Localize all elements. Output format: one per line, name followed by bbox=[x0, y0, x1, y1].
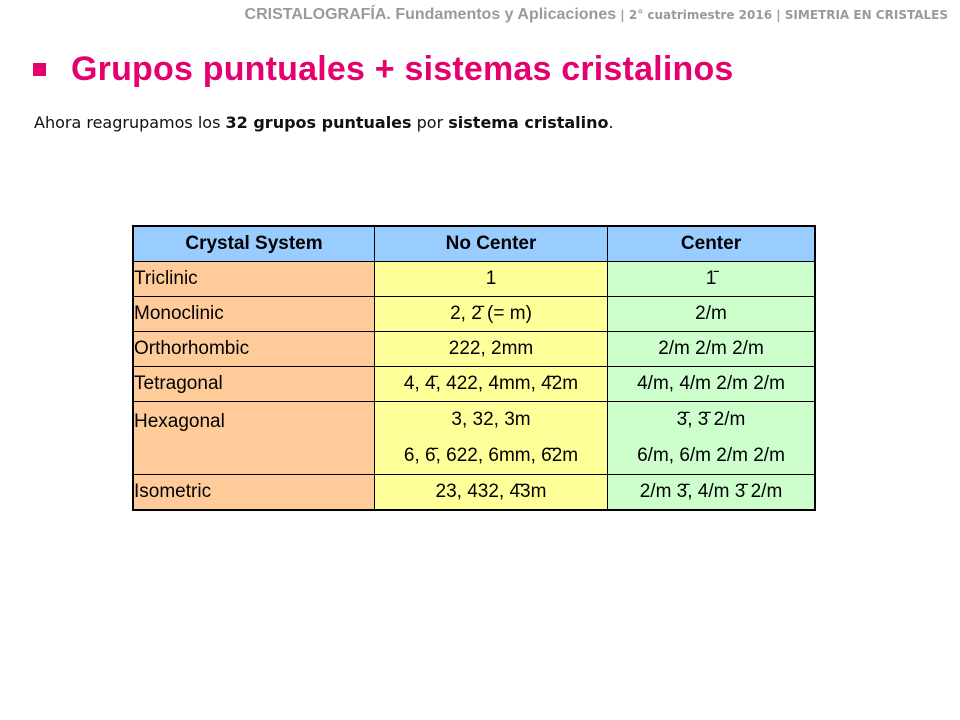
no-center-cell: 4, 4̄, 422, 4mm, 4̄2m bbox=[375, 367, 608, 402]
slide-title: Grupos puntuales + sistemas cristalinos bbox=[71, 50, 734, 88]
course-title: CRISTALOGRAFÍA. Fundamentos y Aplicaciones bbox=[244, 6, 617, 23]
system-cell: Monoclinic bbox=[133, 297, 375, 332]
system-cell: Tetragonal bbox=[133, 367, 375, 402]
no-center-line: 3, 32, 3m bbox=[451, 409, 531, 430]
system-cell: Triclinic bbox=[133, 262, 375, 297]
intro-text-part: Ahora reagrupamos los bbox=[34, 113, 226, 132]
table-row bbox=[133, 262, 815, 297]
no-center-cell: 1 bbox=[375, 262, 608, 297]
center-cell: 2/m bbox=[608, 297, 816, 332]
crystal-systems-table bbox=[132, 225, 816, 511]
table-row bbox=[133, 297, 815, 332]
center-cell: 2/m 3̄, 4/m 3̄ 2/m bbox=[608, 475, 816, 511]
table-header-row bbox=[133, 226, 815, 262]
center-line: 6/m, 6/m 2/m 2/m bbox=[637, 445, 785, 466]
intro-text-part: por bbox=[411, 113, 449, 132]
table-row bbox=[133, 367, 815, 402]
course-meta: | 2° cuatrimestre 2016 | SIMETRIA EN CRISTALES bbox=[616, 8, 948, 22]
table-row bbox=[133, 475, 815, 511]
intro-text bbox=[34, 113, 614, 132]
title-row bbox=[33, 50, 734, 89]
center-cell: 1̄ bbox=[608, 262, 816, 297]
header-center: Center bbox=[608, 226, 816, 262]
system-cell: Isometric bbox=[133, 475, 375, 511]
intro-bold-point-groups: 32 grupos puntuales bbox=[225, 113, 412, 132]
no-center-cell: 2, 2̄ (= m) bbox=[375, 297, 608, 332]
header-no-center: No Center bbox=[375, 226, 608, 262]
system-cell: Hexagonal bbox=[133, 402, 375, 475]
center-cell: 2/m 2/m 2/m bbox=[608, 332, 816, 367]
center-cell: 4/m, 4/m 2/m 2/m bbox=[608, 367, 816, 402]
square-bullet-icon bbox=[33, 63, 46, 76]
system-cell: Orthorhombic bbox=[133, 332, 375, 367]
no-center-cell: 222, 2mm bbox=[375, 332, 608, 367]
intro-text-part: . bbox=[608, 113, 614, 132]
no-center-cell bbox=[375, 402, 608, 475]
no-center-line: 6, 6̄, 622, 6mm, 6̄2m bbox=[403, 445, 579, 466]
center-line: 3̄, 3̄ 2/m bbox=[676, 409, 746, 430]
slide-header bbox=[245, 6, 948, 24]
center-cell bbox=[608, 402, 816, 475]
table-row bbox=[133, 402, 815, 475]
header-crystal-system: Crystal System bbox=[133, 226, 375, 262]
no-center-cell: 23, 432, 4̄3m bbox=[375, 475, 608, 511]
intro-bold-crystal-system: sistema cristalino bbox=[448, 113, 609, 132]
table-row bbox=[133, 332, 815, 367]
